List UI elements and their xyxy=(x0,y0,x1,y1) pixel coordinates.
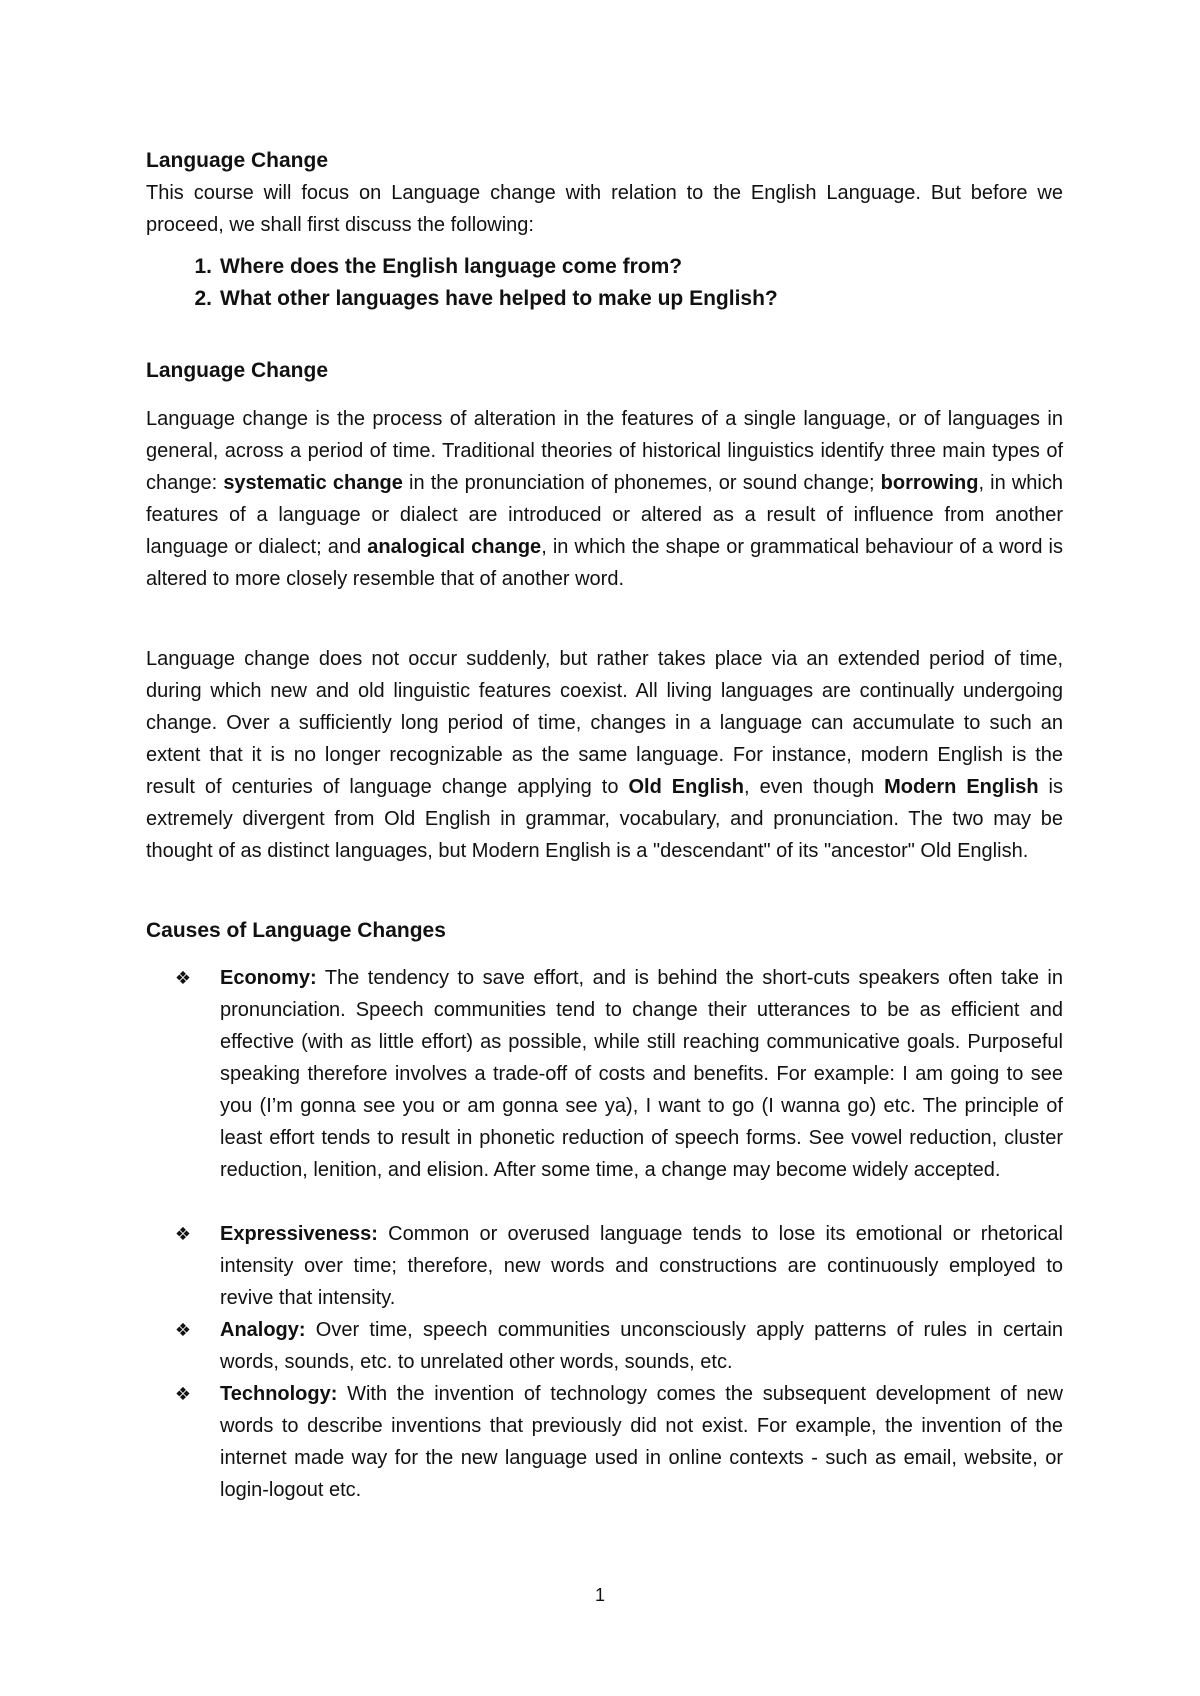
cause-item-economy xyxy=(146,962,1063,1186)
cause-label: Technology: xyxy=(220,1383,338,1405)
intro-paragraph: This course will focus on Language change with relation to the English Language. But before we proceed, we shall first discuss the following: xyxy=(146,182,1063,236)
term-modern-english: Modern English xyxy=(884,776,1039,798)
cause-text xyxy=(220,962,1063,1186)
cause-label: Expressiveness: xyxy=(220,1223,378,1245)
text-run: Language change is the process of alteration in the features of a single language, or of languages in general, across a period of time. Traditional theories of historical linguistics identify three main types of change: xyxy=(146,408,1063,494)
paragraph-change-over-time xyxy=(146,643,1063,867)
page-title: Language Change xyxy=(146,149,329,172)
text-run: , in which features of a language or dialect are introduced or altered as a result of influence from another language or dialect; and xyxy=(146,472,1063,558)
cause-text xyxy=(220,1378,1063,1506)
diamond-bullet-icon: ❖ xyxy=(174,968,192,988)
diamond-bullet-icon: ❖ xyxy=(174,1320,192,1340)
cause-text xyxy=(220,1314,1063,1378)
list-item xyxy=(146,283,1063,315)
diamond-bullet-icon: ❖ xyxy=(174,1224,192,1244)
term-analogical-change: analogical change xyxy=(367,536,542,558)
diamond-bullet-icon: ❖ xyxy=(174,1384,192,1404)
cause-description: With the invention of technology comes the subsequent development of new words to describe inventions that previously did not exist. For example, the invention of the internet made way for the new language used in online contexts - such as email, website, or login-logout etc. xyxy=(220,1383,1063,1501)
cause-item-technology xyxy=(146,1378,1063,1506)
list-item xyxy=(146,251,1063,283)
list-number: 2. xyxy=(194,287,212,310)
paragraph-definition xyxy=(146,403,1063,595)
causes-heading: Causes of Language Changes xyxy=(146,919,446,942)
text-run: , even though xyxy=(744,776,885,798)
cause-description: The tendency to save effort, and is behind the short-cuts speakers often take in pronunciation. Speech communities tend to change their utterances to be as efficient and effective (with as little effort) as possible, while still reaching communicative goals. Purposeful speaking therefore involves a trade-off of costs and benefits. For example: I am going to see you (I’m gonna see you or am gonna see ya), I want to go (I wanna go) etc. The principle of least effort tends to result in phonetic reduction of speech forms. See vowel reduction, cluster reduction, lenition, and elision. After some time, a change may become widely accepted. xyxy=(220,967,1063,1181)
list-number: 1. xyxy=(194,255,212,278)
cause-item-expressiveness xyxy=(146,1218,1063,1314)
cause-label: Analogy: xyxy=(220,1319,306,1341)
text-run: Language change does not occur suddenly, but rather takes place via an extended period of time, during which new and old linguistic features coexist. All living languages are continually undergoing change. Over a sufficiently long period of time, changes in a language can accumulate to such an extent that it is no longer recognizable as the same language. For instance, modern English is the result of centuries of language change applying to xyxy=(146,648,1063,798)
text-run: , in which the shape or grammatical behaviour of a word is altered to more closely resemble that of another word. xyxy=(146,536,1064,590)
section-heading: Language Change xyxy=(146,359,329,382)
text-run: is extremely divergent from Old English in grammar, vocabulary, and pronunciation. The two may be thought of as distinct languages, but Modern English is a "descendant" of its "ancestor" Old English. xyxy=(146,776,1063,862)
list-text: What other languages have helped to make up English? xyxy=(220,287,778,310)
term-systematic-change: systematic change xyxy=(223,472,403,494)
cause-text xyxy=(220,1218,1063,1314)
term-old-english: Old English xyxy=(628,776,745,798)
term-borrowing: borrowing xyxy=(880,472,979,494)
cause-item-analogy xyxy=(146,1314,1063,1378)
text-run: in the pronunciation of phonemes, or sound change; xyxy=(402,472,881,494)
cause-description: Common or overused language tends to lose its emotional or rhetorical intensity over time; therefore, new words and constructions are continuously employed to revive that intensity. xyxy=(220,1223,1063,1309)
cause-label: Economy: xyxy=(220,967,317,989)
list-text: Where does the English language come from? xyxy=(220,255,683,278)
page-number: 1 xyxy=(594,1585,605,1605)
cause-description: Over time, speech communities unconsciously apply patterns of rules in certain words, sounds, etc. to unrelated other words, sounds, etc. xyxy=(220,1319,1063,1373)
question-list xyxy=(146,251,1063,315)
